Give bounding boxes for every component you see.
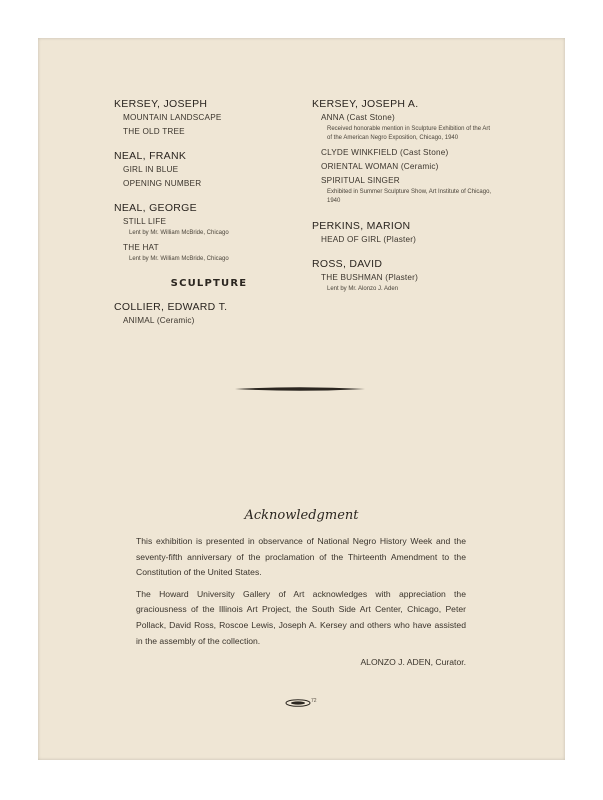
artist-name: NEAL, GEORGE xyxy=(114,202,197,214)
artist-entry xyxy=(312,258,492,294)
artwork-title: THE HAT xyxy=(123,243,159,252)
artwork-title: THE BUSHMAN (Plaster) xyxy=(321,273,419,282)
artist-entry xyxy=(114,202,304,264)
acknowledgment-paragraph: This exhibition is presented in observance of National Negro History Week and the seventy-fifth anniversary of the proclamation of the Thirteenth Amendment to the Constitution of the United States. xyxy=(136,536,466,578)
sculpture-heading: SCULPTURE xyxy=(170,278,248,289)
left-column xyxy=(114,98,304,339)
artwork-title: ANNA (Cast Stone) xyxy=(321,113,395,122)
artwork-title: STILL LIFE xyxy=(123,217,167,226)
artist-entry xyxy=(114,98,304,136)
artwork-note: Lent by Mr. William McBride, Chicago xyxy=(129,256,229,262)
acknowledgment-title: Acknowledgment xyxy=(244,508,359,523)
artwork-title: ORIENTAL WOMAN (Ceramic) xyxy=(321,162,439,171)
artist-entry xyxy=(312,220,492,244)
sculpture-list xyxy=(114,301,304,325)
artist-name: KERSEY, JOSEPH xyxy=(114,98,208,110)
artwork-note: Exhibited in Summer Sculpture Show, Art Institute of Chicago, 1940 xyxy=(327,189,492,204)
artwork-title: THE OLD TREE xyxy=(123,127,185,136)
acknowledgment-paragraph: The Howard University Gallery of Art acknowledges with appreciation the graciousness of the Illinois Art Project, the South Side Art Center, Chicago, Peter Pollack, David Ross, Roscoe Lewis, Joseph A. Kersey and others who have assisted in the assembly of the collection. xyxy=(136,588,466,646)
acknowledgment-body xyxy=(136,534,466,671)
artwork-note: Received honorable mention in Sculpture Exhibition of the Art of the American Negro Exposition, Chicago, 1940 xyxy=(327,126,491,141)
artist-name: KERSEY, JOSEPH A. xyxy=(312,98,419,110)
artwork-note: Lent by Mr. William McBride, Chicago xyxy=(129,230,229,236)
artist-entry xyxy=(114,301,304,325)
artwork-note: Lent by Mr. Alonzo J. Aden xyxy=(327,286,399,292)
artwork-title: OPENING NUMBER xyxy=(123,179,202,188)
artwork-title: GIRL IN BLUE xyxy=(123,165,179,174)
union-label-number: 72 xyxy=(311,698,317,704)
curator-signature: ALONZO J. ADEN, Curator. xyxy=(360,657,466,668)
artist-entry xyxy=(312,98,492,206)
artist-entry xyxy=(114,150,304,188)
catalog-page xyxy=(38,38,565,760)
painting-list xyxy=(114,98,304,264)
artwork-title: CLYDE WINKFIELD (Cast Stone) xyxy=(321,148,449,157)
artist-name: COLLIER, EDWARD T. xyxy=(114,301,228,313)
ornamental-divider xyxy=(235,386,365,392)
artist-name: NEAL, FRANK xyxy=(114,150,187,162)
artwork-title: HEAD OF GIRL (Plaster) xyxy=(321,235,417,244)
artwork-title: MOUNTAIN LANDSCAPE xyxy=(123,113,222,122)
right-column xyxy=(312,98,492,308)
artist-name: PERKINS, MARION xyxy=(312,220,411,232)
sculpture-list-right xyxy=(312,98,492,294)
artist-name: ROSS, DAVID xyxy=(312,258,383,270)
artwork-title: SPIRITUAL SINGER xyxy=(321,176,400,185)
artwork-title: ANIMAL (Ceramic) xyxy=(123,316,195,325)
